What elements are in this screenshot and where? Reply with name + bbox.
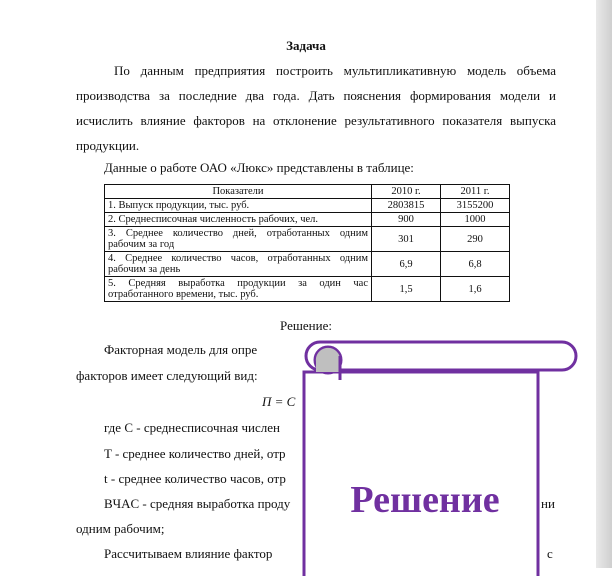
table-caption: Данные о работе ОАО «Люкс» представлены в таблице: (104, 160, 414, 175)
body-line-t-hours-definition: t - среднее количество часов, отр (104, 471, 286, 486)
table-cell: 2803815 (372, 199, 441, 213)
table-row (105, 199, 510, 213)
formula: П = С (262, 394, 296, 409)
table-cell: 6,9 (372, 252, 441, 277)
task-paragraph (76, 58, 556, 158)
table-row (105, 252, 510, 277)
table-cell: 900 (372, 213, 441, 227)
body-line-calculation-end: с (547, 546, 553, 561)
table-header-cell: Показатели (105, 185, 372, 199)
table-cell: 1,6 (441, 277, 510, 302)
table-header-cell: 2011 г. (441, 185, 510, 199)
task-text: По данным предприятия построить мультипликативную модель объема производства за последние два года. Дать пояснения формирования модели и исчислить влияние факторов на отклонение результативного показателя выпуска продукции. (76, 63, 556, 153)
body-line-per-worker: одним рабочим; (76, 521, 165, 536)
scroll-shape (300, 336, 582, 576)
page-edge-shadow (596, 0, 612, 568)
table-row (105, 227, 510, 252)
table-cell: 1000 (441, 213, 510, 227)
table-header-row (105, 185, 510, 199)
table-cell: 1. Выпуск продукции, тыс. руб. (105, 199, 372, 213)
table-row (105, 213, 510, 227)
table-cell: 6,8 (441, 252, 510, 277)
table-cell: 1,5 (372, 277, 441, 302)
table-cell: 3. Среднее количество дней, отработанных одним рабочим за год (105, 227, 372, 252)
body-line-model-form: факторов имеет следующий вид: (76, 368, 258, 383)
scroll-banner-title: Решение (350, 479, 500, 521)
scroll-banner (300, 336, 582, 576)
body-line-c-definition: где C - среднесписочная числен (104, 420, 280, 435)
table-header-cell: 2010 г. (372, 185, 441, 199)
body-line-calculation: Рассчитываем влияние фактор (104, 546, 273, 561)
table-row (105, 277, 510, 302)
data-table (104, 184, 510, 302)
solution-heading: Решение: (280, 318, 332, 333)
document-title: Задача (286, 38, 326, 53)
body-line-factor-model: Факторная модель для опре (104, 342, 258, 357)
body-line-t-days-definition: T - среднее количество дней, отр (104, 446, 286, 461)
table-cell: 290 (441, 227, 510, 252)
table-cell: 301 (372, 227, 441, 252)
body-line-b-definition-end: ни (541, 496, 555, 511)
table-cell: 3155200 (441, 199, 510, 213)
body-line-b-definition: BЧAC - средняя выработка проду (104, 496, 291, 511)
table-cell: 2. Среднесписочная численность рабочих, чел. (105, 213, 372, 227)
table-cell: 5. Средняя выработка продукции за один час отработанного времени, тыс. руб. (105, 277, 372, 302)
table-cell: 4. Среднее количество часов, отработанных одним рабочим за день (105, 252, 372, 277)
